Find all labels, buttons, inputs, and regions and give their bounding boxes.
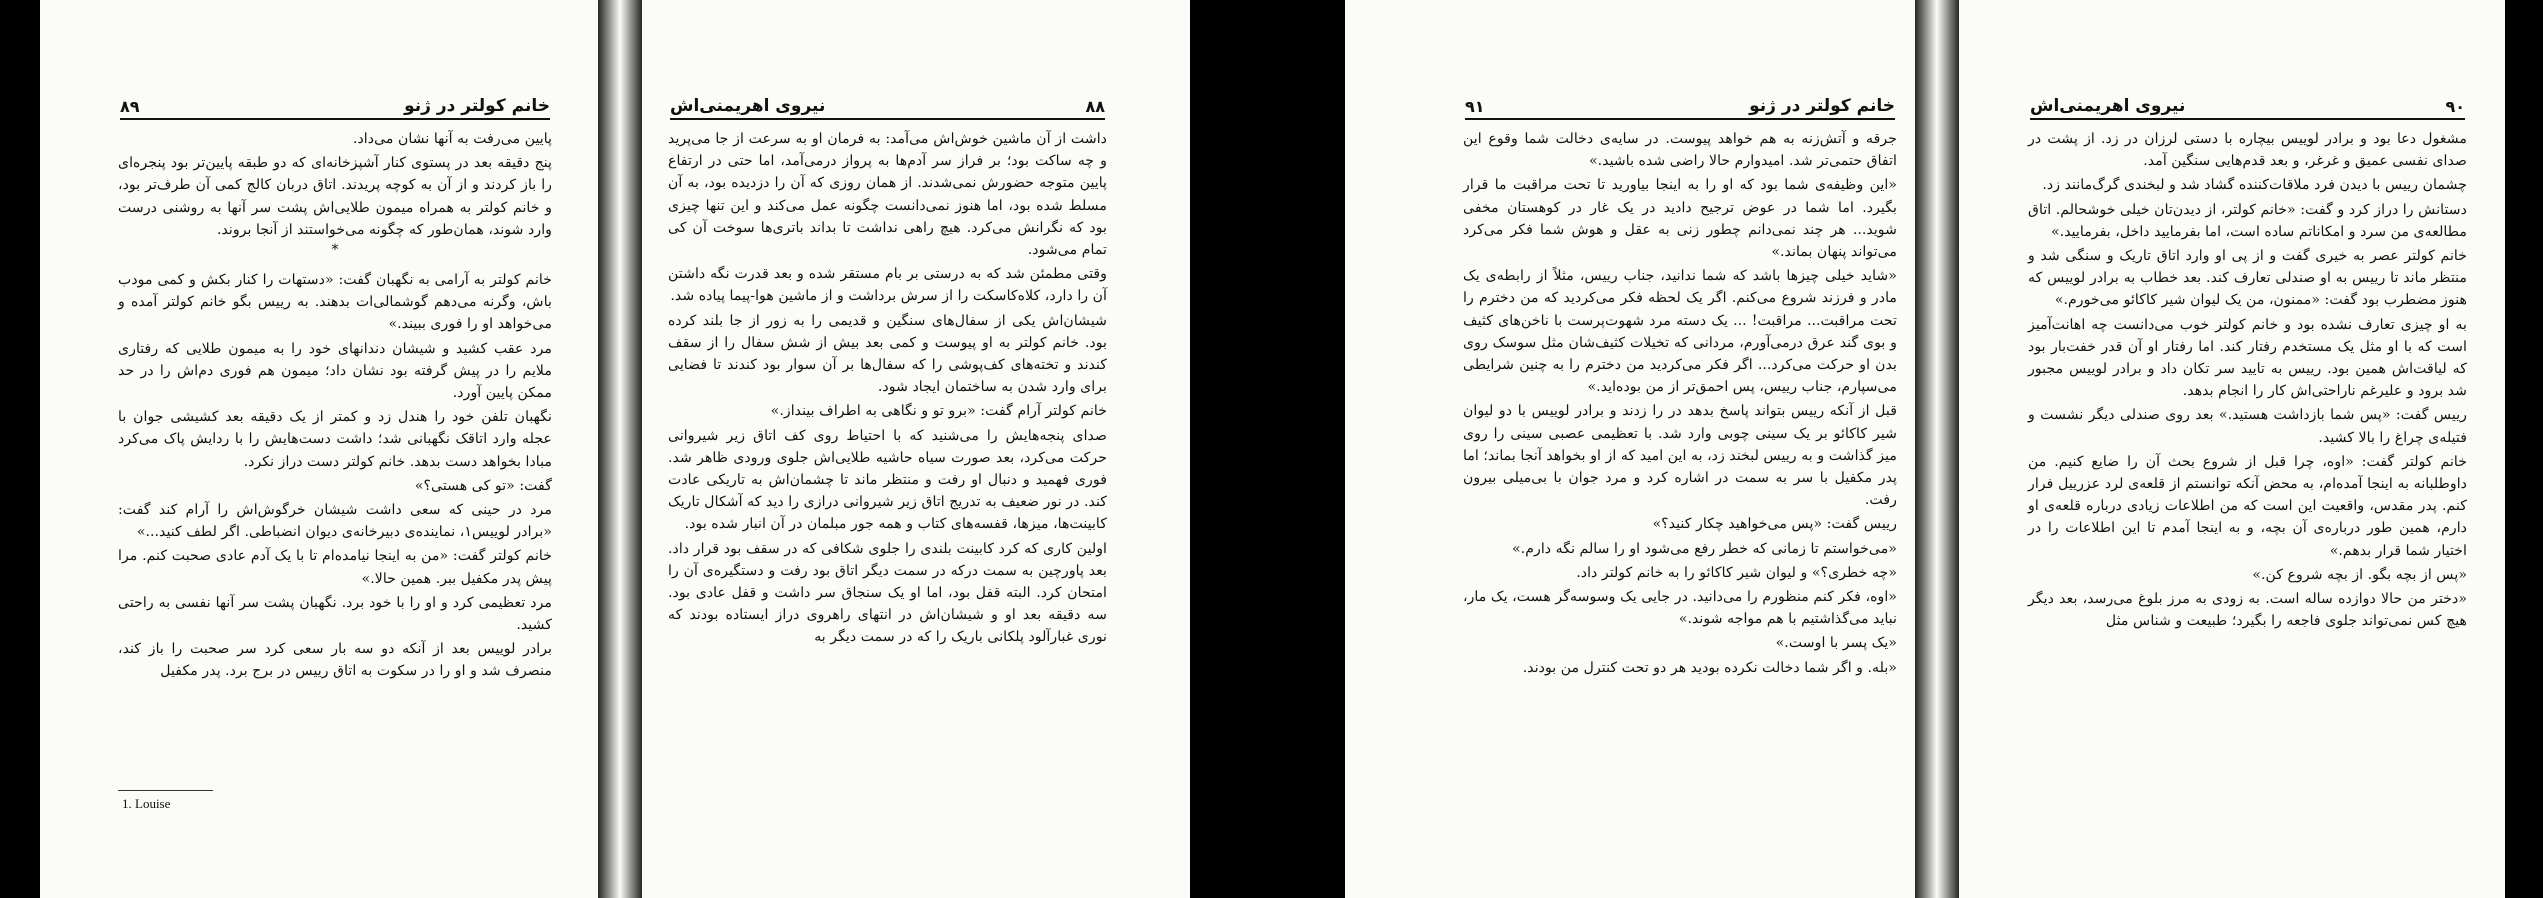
page-number: ۸۹: [120, 97, 140, 116]
footnote: 1. Louise: [122, 796, 171, 811]
paragraph: خانم کولتر گفت: «اوه، چرا قبل از شروع بحث آن را ضایع کنیم. من داوطلبانه به اینجا آمده‌ام، به محض آنکه توانستم از قلعه‌ی لرد عزرییل فرار کنم. پدر مقدس، واقعیت این است که من اطلاعات زیادی درباره قلعه‌ی او دارم، همین طور درباره‌ی آن بچه، و به اینجا آمدم تا این اطلاعات را در اختیار شما قرار بدهم.»: [2028, 453, 2467, 559]
running-head-title: نیروی اهریمنی‌اش: [2030, 96, 2186, 116]
paragraph: اولین کاری که کرد کابینت بلندی را جلوی شکافی که در سقف بود قرار داد. بعد پاورچین به سمت درکه در سمت دیگر اتاق بود رفت و دستگیره‌ی آن را امتحان کرد. البته قفل بود، اما او یک سنجاق سر داشت و قفل عادی بود. سه دقیقه بعد او و شیشان‌اش در انتهای راهروی دراز ایستاده بودند که نوری غبارآلود پلکانی باریک را که در سمت دیگر به: [668, 540, 1107, 646]
paragraph: «پس از بچه بگو. از بچه شروع کن.»: [2252, 566, 2467, 583]
paragraph: نگهبان تلفن خود را هندل زد و کمتر از یک دقیقه بعد کشیشی جوان با عجله وارد اتاقک نگهبانی شد؛ داشت دست‌هایش را با ردایش پاک می‌کرد مبادا بخواهد دست بدهد. خانم کولتر دست دراز نکرد.: [118, 409, 552, 470]
paragraph: مرد در حینی که سعی داشت شیشان خرگوش‌اش را آرام کند گفت: «برادر لوییس۱، نماینده‌ی دبیرخانه‌ی دیوان انضباطی. اگر لطف کنید...»: [118, 502, 552, 541]
paragraph: گفت: «تو کی هستی؟»: [414, 477, 552, 494]
page-91: [1455, 0, 1905, 898]
paragraph: جرقه و آتش‌زنه به هم خواهد پیوست. در سایه‌ی دخالت شما وقوع این اتفاق حتمی‌تر شد. امیدوارم حالا راضی شده باشید.»: [1463, 131, 1897, 170]
paragraph: صدای پنجه‌هایش را می‌شنید که با احتیاط روی کف اتاق زیر شیروانی حرکت می‌کرد، بعد صورت سیاه حاشیه طلایی‌اش جلوی ورودی ظاهر شد. فوری فهمید و دنبال او رفت و منتظر ماند تا چشمان‌اش به تاریکی عادت کند. در نور ضعیف به تدریج اتاق زیر شیروانی درازی را دید که آشکال تاریک کابینت‌ها، میزها، قفسه‌های کتاب و همه جور مبلمان در آن انبار شده بود.: [668, 427, 1107, 533]
paragraph: به او چیزی تعارف نشده بود و خانم کولتر خوب می‌دانست چه اهانت‌آمیز است که با او مثل یک مستخدم رفتار کند. اما رفتار او آن قدر خفت‌بار بود که لیاقت‌اش همین بود. رییس به تایید سر تکان داد و برادر لوییس مجبور شد برود و علیرغم ناراحتی‌اش کار را انجام بدهد.: [2028, 316, 2467, 400]
running-header: [120, 92, 550, 120]
running-header: [1465, 92, 1895, 120]
paragraph: مشغول دعا بود و برادر لوییس بیچاره با دستی لرزان در زد. از پشت در صدای نفسی عمیق و غرغر، و بعد قدم‌هایی سنگین آمد.: [2028, 131, 2467, 170]
page-body: [2028, 128, 2467, 634]
page-body: [118, 128, 552, 685]
page-90: [2020, 0, 2475, 898]
paragraph: «اوه، فکر کنم منظورم را می‌دانید. در جایی یک وسوسه‌گر هست، یک مار، نباید می‌گذاشتیم با هم مواجه شوند.»: [1463, 589, 1897, 628]
paragraph: وقتی مطمئن شد که به درستی بر بام مستقر شده و بعد قدرت نگه داشتن آن را دارد، کلاه‌کاسکت را از سرش برداشت و از ماشین هوا-پیما پیاده شد.: [668, 266, 1107, 305]
page-body: [668, 128, 1107, 651]
paragraph: خانم کولتر آرام گفت: «برو تو و نگاهی به اطراف بینداز.»: [770, 403, 1107, 420]
paragraph: خانم کولتر گفت: «من به اینجا نیامده‌ام تا با یک آدم عادی صحبت کنم. مرا پیش پدر مکفیل ببر. همین حالا.»: [118, 548, 552, 587]
section-break-asterisk: *: [331, 242, 339, 259]
page-body: [1463, 128, 1897, 681]
paragraph: داشت از آن ماشین خوش‌اش می‌آمد: به فرمان او به سرعت از جا می‌پرید و چه ساکت بود؛ بر فراز سر آدم‌ها به پرواز درمی‌آمد، اما حتی در ارتفاع پایین متوجه حضورش نمی‌شدند. از همان روزی که آن را دزدیده بود، به آن مسلط شده بود، اما هنوز نمی‌دانست چگونه عمل می‌کند و این تنها چیزی بود که نگرانش می‌کرد. هیچ راهی نداشت تا بداند باتری‌ها سوخت آن کی تمام می‌شود.: [668, 131, 1107, 259]
page-number: ۹۰: [2445, 97, 2465, 116]
paragraph: پنج دقیقه بعد در پستوی کنار آشپزخانه‌ای که دو طبقه پایین‌تر بود پنجره‌ای را باز کردند و از آن به کوچه پریدند. اتاق دربان کالج کمی آن طرف‌تر بود، و خانم کولتر به همراه میمون طلایی‌اش پشت سر آنها به روشنی درست وارد شوند، همان‌طور که چگونه می‌خواستند از آنجا بروند.: [118, 155, 552, 238]
paragraph: رییس گفت: «پس شما بازداشت هستید.» بعد روی صندلی دیگر نشست و فتیله‌ی چراغ را بالا کشید.: [2028, 407, 2467, 446]
right-spread-gutter-shadow: [1915, 0, 1937, 898]
paragraph: رییس گفت: «پس می‌خواهید چکار کنید؟»: [1652, 516, 1897, 533]
paragraph: «می‌خواستم تا زمانی که خطر رفع می‌شود او را سالم نگه دارم.»: [1512, 540, 1897, 557]
paragraph: دستانش را دراز کرد و گفت: «خانم کولتر، از دیدن‌تان خیلی خوشحالم. اتاق مطالعه‌ی من سرد و امکاناتم ساده است، اما بفرمایید داخل، بفرمایید.»: [2028, 201, 2467, 240]
running-head-title: خانم کولتر در ژنو: [1749, 96, 1895, 116]
running-head-title: نیروی اهریمنی‌اش: [670, 96, 826, 116]
running-header: [2030, 92, 2465, 120]
paragraph: «چه خطری؟» و لیوان شیر کاکائو را به خانم کولتر داد.: [1576, 564, 1897, 581]
left-spread-gutter-shadow-right: [620, 0, 642, 898]
paragraph: قبل از آنکه رییس بتواند پاسخ بدهد در را زدند و برادر لوییس با دو لیوان شیر کاکائو بر یک سینی چوبی وارد شد. با تعظیمی عصبی سینی را روی میز گذاشت و به رییس لبخند زد، به این امید که از او بخواهد آنجا بماند؛ اما پدر مکفیل با سر به سمت در اشاره کرد و مرد جوان با بی‌میلی بیرون رفت.: [1463, 403, 1897, 509]
paragraph: پایین می‌رفت به آنها نشان می‌داد.: [352, 131, 552, 147]
page-88: [660, 0, 1115, 898]
running-head-title: خانم کولتر در ژنو: [404, 96, 550, 116]
paragraph: مرد تعظیمی کرد و او را با خود برد. نگهبان پشت سر آنها نفسی به راحتی کشید.: [118, 594, 552, 634]
paragraph: شیشان‌اش یکی از سفال‌های سنگین و قدیمی را به زور از جا بلند کرده بود. خانم کولتر به او پیوست و کمی بعد بیش از شش سفال را از سقف کندند و تخته‌های کف‌پوشی را که سفال‌ها بر آن سوار بود کندند تا فضایی برای وارد شدن به ساختمان ایجاد شود.: [668, 312, 1107, 396]
page-number: ۹۱: [1465, 97, 1485, 116]
paragraph: خانم کولتر به آرامی به نگهبان گفت: «دستهات را کنار بکش و کمی مودب باش، وگرنه می‌دهم گوشمالی‌ات بدهند. به رییس بگو خانم کولتر آمده و می‌خواهد او را فوری ببیند.»: [118, 272, 552, 333]
page-89: [110, 0, 560, 898]
paragraph: «بله. و اگر شما دخالت نکرده بودید هر دو تحت کنترل من بودند.: [1522, 659, 1897, 676]
footnote-rule: [118, 790, 213, 791]
paragraph: «دختر من حالا دوازده ساله است. به زودی به مرز بلوغ می‌رسد، بعد دیگر هیچ کس نمی‌تواند جلوی فاجعه را بگیرد؛ طبیعت و شناس مثل: [2028, 591, 2467, 630]
paragraph: «یک پسر با اوست.»: [1775, 635, 1897, 652]
paragraph: برادر لوییس بعد از آنکه دو سه بار سعی کرد سر صحبت را باز کند، منصرف شد و او را در سکوت به اتاق رییس در برج برد. پدر مکفیل: [118, 641, 552, 680]
page-number: ۸۸: [1085, 97, 1105, 116]
paragraph: چشمان رییس با دیدن فرد ملاقات‌کننده گشاد شد و لبخندی گرگ‌مانند زد.: [2042, 177, 2467, 194]
right-spread-gutter-shadow-right: [1937, 0, 1959, 898]
running-header: [670, 92, 1105, 120]
paragraph: «این وظیفه‌ی شما بود که او را به اینجا بیاورید تا تحت مراقبت ما قرار بگیرد. اما شما در عوض ترجیح دادید در یک غار در کوهستان مخفی شوید... هر چند نمی‌دانم چطور زنی به عقل و هوش شما فکر می‌کرد می‌تواند پنهان بماند.»: [1463, 177, 1897, 261]
paragraph: خانم کولتر عصر به خیری گفت و از پی او وارد اتاق تاریک و سنگی شد و منتظر ماند تا رییس به او صندلی تعارف کند. بعد خطاب به برادر لوییس که هنوز مضطرب بود گفت: «ممنون، من یک لیوان شیر کاکائو می‌خورم.»: [2028, 248, 2467, 309]
left-spread-gutter-shadow: [598, 0, 620, 898]
paragraph: «شاید خیلی چیزها باشد که شما ندانید، جناب رییس، مثلاً از رابطه‌ی یک مادر و فرزند شروع می‌کنم. اگر یک لحظه فکر می‌کردید که من دخترم را تحت مراقبت... مراقبت! ... یک دسته مرد شهوت‌پرست با ناخن‌های کثیف و بوی گند عرق درمی‌آورم، مردانی که تخیلات کثیف‌شان مثل سوسک روی بدن او حرکت می‌کرد... اگر فکر می‌کردید من دخترم را به چنین شرایطی می‌سپارم، جناب رییس، پس احمق‌تر از من بوده‌اید.»: [1463, 268, 1897, 396]
paragraph: مرد عقب کشید و شیشان دندانهای خود را به میمون طلایی که رفتاری ملایم را در پیش گرفته بود نشان داد؛ میمون هم فوری دم‌اش را در حد ممکن پایین آورد.: [118, 340, 552, 402]
